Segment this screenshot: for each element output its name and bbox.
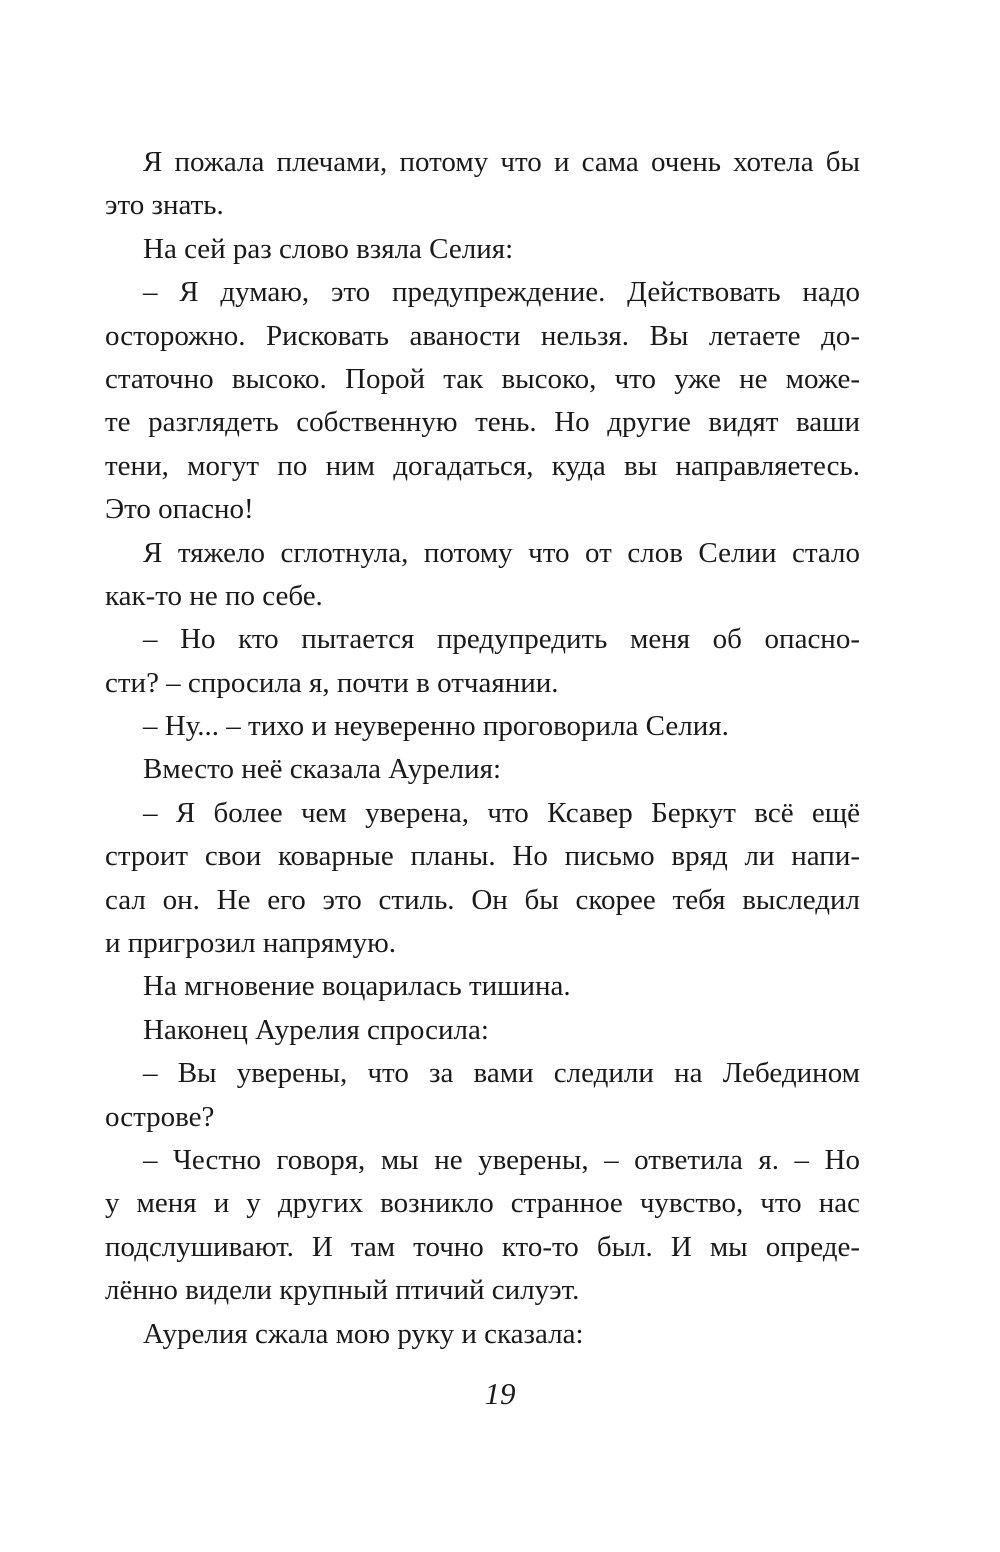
- text-line: тени, могут по ним догадаться, куда вы направляетесь.: [105, 449, 860, 482]
- text-line: сти? – спросила я, почти в отчаянии.: [105, 666, 559, 699]
- text-line: Наконец Аурелия спросила:: [143, 1013, 489, 1046]
- text-line: статочно высоко. Порой так высоко, что уже не може-: [105, 362, 860, 395]
- text-line: строит свои коварные планы. Но письмо вряд ли напи-: [105, 840, 860, 873]
- text-line: лённо видели крупный птичий силуэт.: [105, 1274, 580, 1307]
- text-line: у меня и у других возникло странное чувство, что нас: [105, 1187, 860, 1220]
- text-line: как-то не по себе.: [105, 579, 323, 612]
- text-line: острове?: [105, 1100, 215, 1133]
- text-line: те разглядеть собственную тень. Но другие видят ваши: [105, 406, 860, 439]
- text-line: подслушивают. И там точно кто-то был. И мы опреде-: [105, 1230, 860, 1263]
- text-line: сал он. Не его это стиль. Он бы скорее тебя выследил: [105, 883, 860, 916]
- page-number: 19: [484, 1376, 516, 1411]
- text-line: Аурелия сжала мою руку и сказала:: [143, 1317, 584, 1350]
- text-line: – Но кто пытается предупредить меня об опасно-: [143, 623, 860, 656]
- text-line: – Ну... – тихо и неуверенно проговорила Селия.: [143, 710, 729, 743]
- text-line: Я пожала плечами, потому что и сама очень хотела бы: [143, 146, 860, 178]
- text-line: На сей раз слово взяла Селия:: [143, 232, 514, 265]
- text-line: – Я думаю, это предупреждение. Действовать надо: [143, 276, 860, 309]
- text-line: Это опасно!: [105, 493, 254, 526]
- text-line: Я тяжело сглотнула, потому что от слов Селии стало: [143, 536, 860, 569]
- text-line: – Честно говоря, мы не уверены, – ответила я. – Но: [143, 1143, 860, 1176]
- text-line: это знать.: [105, 189, 224, 222]
- text-line: – Я более чем уверена, что Ксавер Беркут всё ещё: [143, 796, 860, 829]
- text-line: На мгновение воцарилась тишина.: [143, 970, 571, 1003]
- page-body: [105, 141, 860, 1356]
- text-line: – Вы уверены, что за вами следили на Лебедином: [143, 1057, 860, 1090]
- text-line: и пригрозил напрямую.: [105, 927, 397, 960]
- text-line: Вместо неё сказала Аурелия:: [143, 753, 502, 786]
- text-line: осторожно. Рисковать аваности нельзя. Вы летаете до-: [105, 319, 860, 352]
